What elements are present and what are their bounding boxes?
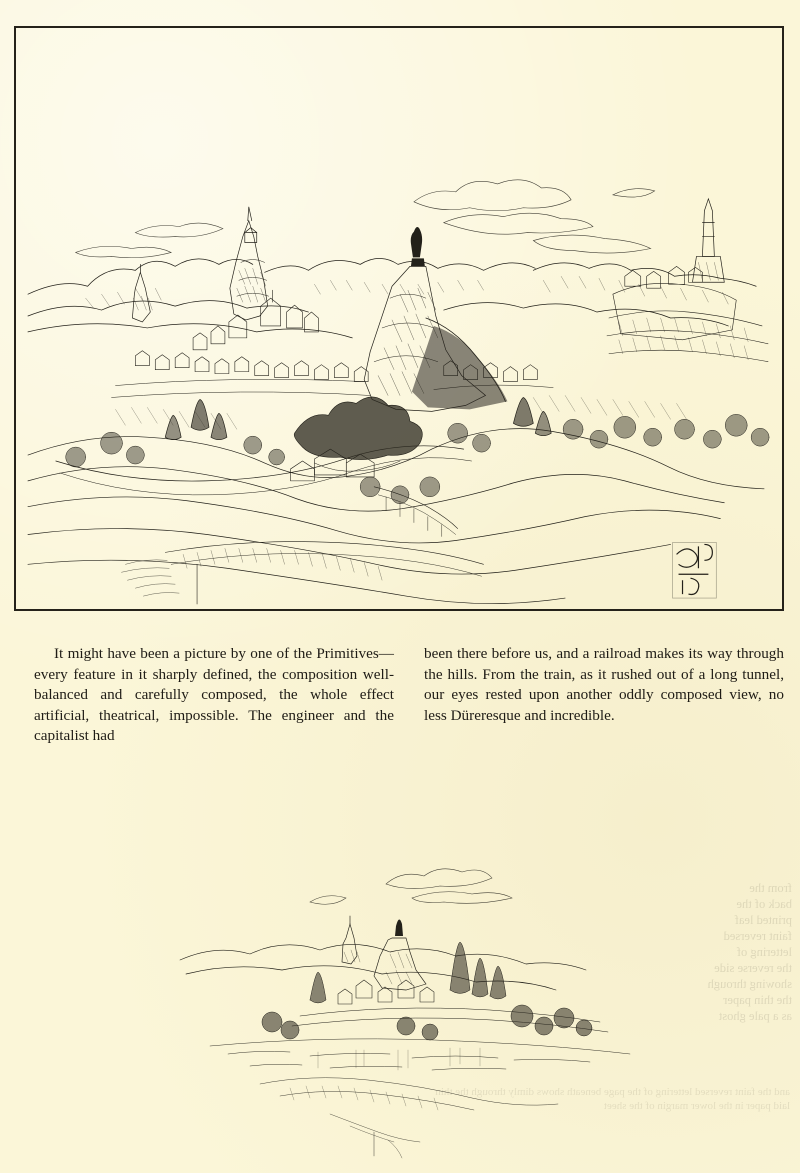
body-text bbox=[34, 644, 784, 747]
lower-vignette bbox=[150, 840, 670, 1160]
show-through-line-5: lettering of bbox=[736, 945, 792, 959]
text-column-right bbox=[424, 644, 784, 747]
show-through-line-7: showing through bbox=[707, 977, 792, 991]
illustration-frame bbox=[14, 26, 784, 611]
illustration-canvas bbox=[16, 28, 782, 609]
paragraph-right: been there before us, and a railroad makes its way through the hills. From the train, as it rushed out of a long tunnel, our eyes rested upon another oddly composed view, no less Düreresque and incredible. bbox=[424, 645, 784, 724]
show-through-line-3: printed leaf bbox=[734, 913, 792, 927]
lower-vignette-drawing bbox=[150, 840, 670, 1160]
show-through-line-1: from the bbox=[749, 881, 792, 895]
artist-signature-mark bbox=[673, 542, 717, 598]
show-through-line-6: the reverse side bbox=[714, 961, 792, 975]
show-through-line-4: faint reversed bbox=[723, 929, 792, 943]
show-through-line-9: as a pale ghost bbox=[718, 1009, 792, 1023]
show-through-line-8: the thin paper bbox=[723, 993, 792, 1007]
upper-illustration-drawing bbox=[16, 28, 782, 609]
show-through-line-2: back of the bbox=[736, 897, 792, 911]
text-column-left bbox=[34, 644, 394, 747]
paragraph-left: It might have been a picture by one of the Primitives—every feature in it sharply defined, the composition well-balanced and carefully composed, the whole effect artificial, theatrical, impossible. The engineer and the capitalist had bbox=[34, 645, 394, 745]
show-through-block: and the faint reversed lettering of the page beneath shows dimly through the thin laid paper in the lower margin of the sheet bbox=[435, 1086, 790, 1112]
